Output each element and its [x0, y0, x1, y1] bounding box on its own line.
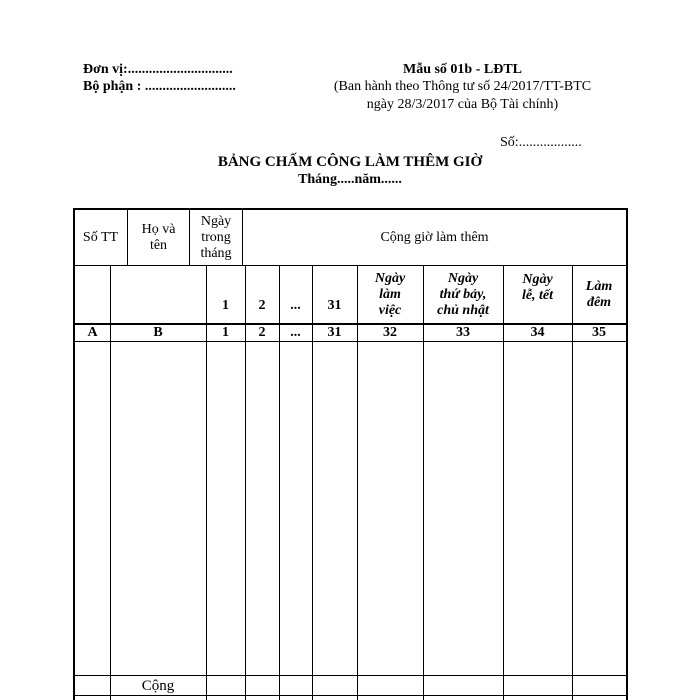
page-title: BẢNG CHẤM CÔNG LÀM THÊM GIỜ	[217, 154, 483, 170]
header-total-overtime: Cộng giờ làm thêm	[380, 229, 489, 245]
issued-line-2: ngày 28/3/2017 của Bộ Tài chính)	[366, 97, 559, 112]
header-ot-holiday	[503, 266, 572, 310]
ot-weekend-line1: Ngày	[447, 270, 479, 286]
ot-workday-line1: Ngày	[374, 270, 406, 286]
unit-field	[83, 62, 233, 78]
name-subrow-line	[127, 265, 242, 266]
index-col-31: 31	[327, 324, 342, 340]
index-col-2: 2	[258, 324, 266, 340]
number-label: Số:	[500, 135, 519, 150]
page-subtitle: Tháng.....năm......	[298, 172, 402, 187]
ot-weekend-line3: chủ nhật	[437, 302, 489, 318]
header-day-line2: trong	[201, 229, 231, 245]
index-col-ellipsis: ...	[290, 324, 301, 340]
ot-night-line1: Làm	[585, 278, 613, 294]
ot-workday-line2: làm	[379, 286, 401, 302]
index-col-33: 33	[456, 324, 470, 340]
header-day-31: 31	[327, 298, 342, 313]
stt-subrow-line	[73, 265, 127, 266]
form-code: Mẫu số 01b - LĐTL	[402, 62, 523, 77]
dept-dots: ..........................	[144, 79, 236, 94]
header-day-ellipsis: ...	[290, 298, 301, 313]
number-dots: ..................	[518, 135, 582, 150]
dept-label: Bộ phận :	[83, 79, 142, 94]
header-ot-weekend	[423, 266, 503, 323]
index-col-b: B	[153, 324, 163, 340]
header-day-1: 1	[222, 298, 229, 313]
table-border-bottom	[73, 695, 628, 696]
table-border-right	[626, 208, 628, 700]
table-border-left	[73, 208, 75, 700]
header-ot-night	[572, 266, 626, 323]
issued-line-1: (Ban hành theo Thông tư số 24/2017/TT-BTC	[333, 79, 592, 94]
document-number	[500, 135, 582, 151]
ot-night-line2: đêm	[586, 294, 612, 310]
index-col-a: A	[87, 324, 98, 340]
header-day-in-month	[190, 210, 242, 265]
header-name-line2: tên	[149, 237, 168, 253]
header-stt: Số TT	[82, 229, 119, 245]
index-row-bottom	[73, 341, 628, 342]
header-day-2: 2	[258, 298, 266, 313]
dept-field	[83, 79, 236, 95]
index-col-32: 32	[383, 324, 397, 340]
index-col-1: 1	[222, 324, 229, 340]
header-day-line1: Ngày	[200, 213, 232, 229]
index-col-35: 35	[592, 324, 606, 340]
ot-holiday-line1: Ngày	[522, 272, 553, 287]
total-label: Cộng	[141, 677, 175, 694]
ot-weekend-line2: thứ bảy,	[439, 286, 487, 302]
header-day-line3: tháng	[200, 245, 232, 261]
ot-holiday-line2: lễ, tết	[521, 288, 554, 303]
index-col-34: 34	[530, 324, 545, 340]
header-ot-workday	[357, 266, 423, 323]
header-name	[128, 210, 189, 265]
header-name-line1: Họ và	[141, 221, 176, 237]
ot-workday-line3: việc	[378, 302, 402, 318]
unit-dots: ..............................	[127, 62, 233, 77]
unit-label: Đơn vị:	[83, 62, 128, 77]
